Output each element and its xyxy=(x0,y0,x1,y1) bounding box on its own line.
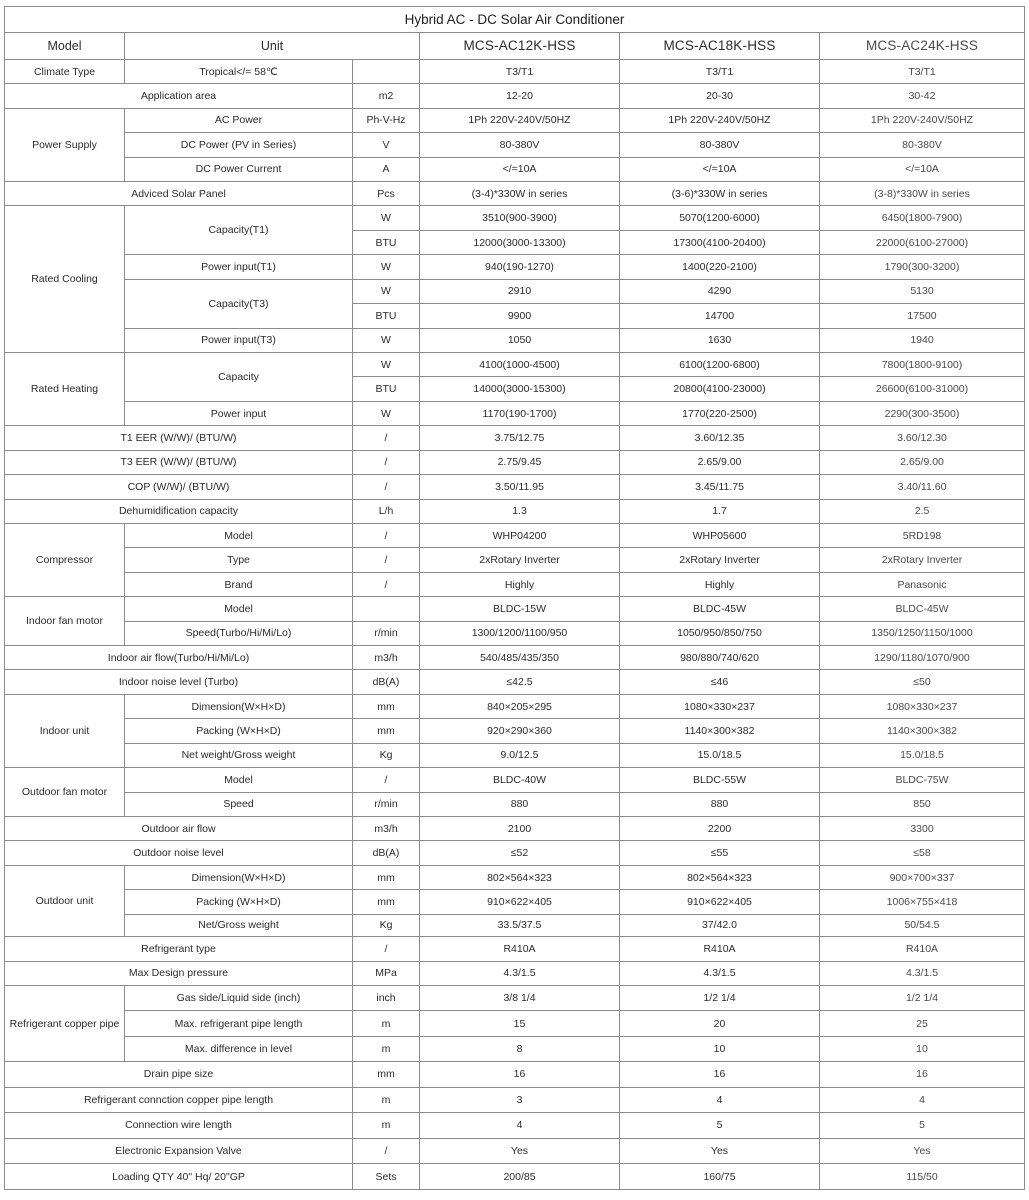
row-label: Dimension(W×H×D) xyxy=(125,694,353,718)
row-value: 2xRotary Inverter xyxy=(420,548,620,572)
row-value: 14000(3000-15300) xyxy=(420,377,620,401)
row-unit xyxy=(353,59,420,83)
row-value: 3510(900-3900) xyxy=(420,206,620,230)
table-row xyxy=(5,59,1025,83)
row-unit: m xyxy=(353,1011,420,1036)
row-value: Yes xyxy=(620,1138,820,1163)
row-value: </=10A xyxy=(620,157,820,181)
row-value: T3/T1 xyxy=(420,59,620,83)
row-value: 30-42 xyxy=(820,84,1025,108)
row-value: BLDC-40W xyxy=(420,768,620,792)
row-value: 802×564×323 xyxy=(620,865,820,889)
row-value: 80-380V xyxy=(820,133,1025,157)
table-row xyxy=(5,279,1025,303)
row-value: 6450(1800-7900) xyxy=(820,206,1025,230)
row-label: Indoor air flow(Turbo/Hi/Mi/Lo) xyxy=(5,646,353,670)
row-value: 115/50 xyxy=(820,1164,1025,1190)
row-unit: mm xyxy=(353,1062,420,1087)
row-label: Gas side/Liquid side (inch) xyxy=(125,985,353,1010)
row-value: 16 xyxy=(820,1062,1025,1087)
row-value: 5130 xyxy=(820,279,1025,303)
row-value: 200/85 xyxy=(420,1164,620,1190)
row-value: BLDC-55W xyxy=(620,768,820,792)
row-unit: / xyxy=(353,475,420,499)
row-label: Model xyxy=(125,597,353,621)
model-header: Model xyxy=(5,33,125,59)
row-value: 540/485/435/350 xyxy=(420,646,620,670)
row-category: Rated Heating xyxy=(5,353,125,426)
row-value: R410A xyxy=(620,937,820,961)
row-value: 4.3/1.5 xyxy=(620,961,820,985)
row-value: 1350/1250/1150/1000 xyxy=(820,621,1025,645)
table-row xyxy=(5,133,1025,157)
row-value: 2xRotary Inverter xyxy=(620,548,820,572)
row-unit: dB(A) xyxy=(353,670,420,694)
row-value: 9900 xyxy=(420,304,620,328)
table-row xyxy=(5,597,1025,621)
row-label: Refrigerant type xyxy=(5,937,353,961)
row-value: 5070(1200-6000) xyxy=(620,206,820,230)
row-label: DC Power Current xyxy=(125,157,353,181)
row-label: Power input(T1) xyxy=(125,255,353,279)
row-value: 10 xyxy=(820,1036,1025,1061)
row-value: 3.60/12.30 xyxy=(820,426,1025,450)
row-label: Type xyxy=(125,548,353,572)
row-value: 5 xyxy=(820,1113,1025,1138)
row-unit: W xyxy=(353,279,420,303)
row-value: WHP05600 xyxy=(620,523,820,547)
row-value: 2xRotary Inverter xyxy=(820,548,1025,572)
row-value: 1300/1200/1100/950 xyxy=(420,621,620,645)
row-value: 1790(300-3200) xyxy=(820,255,1025,279)
row-value: 12-20 xyxy=(420,84,620,108)
table-row xyxy=(5,961,1025,985)
row-value: 20 xyxy=(620,1011,820,1036)
table-row xyxy=(5,475,1025,499)
row-value: 1050 xyxy=(420,328,620,352)
table-row xyxy=(5,1164,1025,1190)
row-value: 980/880/740/620 xyxy=(620,646,820,670)
table-row xyxy=(5,719,1025,743)
spec-table xyxy=(4,6,1025,1190)
row-unit: W xyxy=(353,206,420,230)
row-value: 15 xyxy=(420,1011,620,1036)
header-row xyxy=(5,33,1025,59)
row-value: 5 xyxy=(620,1113,820,1138)
table-row xyxy=(5,865,1025,889)
row-label: Max Design pressure xyxy=(5,961,353,985)
row-value: 1940 xyxy=(820,328,1025,352)
row-value: 910×622×405 xyxy=(620,890,820,914)
row-value: BLDC-45W xyxy=(620,597,820,621)
row-value: 1140×300×382 xyxy=(620,719,820,743)
row-value: 1400(220-2100) xyxy=(620,255,820,279)
table-row xyxy=(5,937,1025,961)
row-value: WHP04200 xyxy=(420,523,620,547)
row-unit: dB(A) xyxy=(353,841,420,865)
row-unit: / xyxy=(353,768,420,792)
table-row xyxy=(5,548,1025,572)
row-value: 15.0/18.5 xyxy=(820,743,1025,767)
row-category: Power Supply xyxy=(5,108,125,181)
row-label: Model xyxy=(125,523,353,547)
row-label: Max. difference in level xyxy=(125,1036,353,1061)
row-value: 2910 xyxy=(420,279,620,303)
table-row xyxy=(5,841,1025,865)
row-value: 880 xyxy=(420,792,620,816)
row-value: 4 xyxy=(620,1087,820,1112)
table-row xyxy=(5,1062,1025,1087)
row-value: 17300(4100-20400) xyxy=(620,230,820,254)
table-row xyxy=(5,817,1025,841)
table-row xyxy=(5,84,1025,108)
row-unit: / xyxy=(353,426,420,450)
row-value: 3/8 1/4 xyxy=(420,985,620,1010)
row-value: </=10A xyxy=(820,157,1025,181)
row-value: 2.75/9.45 xyxy=(420,450,620,474)
table-row xyxy=(5,255,1025,279)
row-value: 8 xyxy=(420,1036,620,1061)
table-row xyxy=(5,206,1025,230)
table-title: Hybrid AC - DC Solar Air Conditioner xyxy=(5,7,1025,33)
row-value: 15.0/18.5 xyxy=(620,743,820,767)
row-unit: W xyxy=(353,255,420,279)
row-unit: W xyxy=(353,401,420,425)
row-value: 80-380V xyxy=(420,133,620,157)
row-label: Brand xyxy=(125,572,353,596)
row-value: 940(190-1270) xyxy=(420,255,620,279)
row-value: 1140×300×382 xyxy=(820,719,1025,743)
row-label: Speed xyxy=(125,792,353,816)
row-value: 1080×330×237 xyxy=(620,694,820,718)
row-value: 3.75/12.75 xyxy=(420,426,620,450)
row-unit: m xyxy=(353,1113,420,1138)
row-value: 1170(190-1700) xyxy=(420,401,620,425)
model-name: MCS-AC12K-HSS xyxy=(420,33,620,59)
row-label: Application area xyxy=(5,84,353,108)
row-value: 4 xyxy=(820,1087,1025,1112)
row-unit: m xyxy=(353,1036,420,1061)
row-value: 840×205×295 xyxy=(420,694,620,718)
row-unit: m2 xyxy=(353,84,420,108)
row-value: 20800(4100-23000) xyxy=(620,377,820,401)
row-label: Outdoor noise level xyxy=(5,841,353,865)
model-name: MCS-AC18K-HSS xyxy=(620,33,820,59)
row-value: 16 xyxy=(420,1062,620,1087)
row-value: 2.65/9.00 xyxy=(820,450,1025,474)
row-value: 4100(1000-4500) xyxy=(420,353,620,377)
row-unit: W xyxy=(353,328,420,352)
row-value: ≤42.5 xyxy=(420,670,620,694)
row-value: 12000(3000-13300) xyxy=(420,230,620,254)
row-value: 910×622×405 xyxy=(420,890,620,914)
table-row xyxy=(5,108,1025,132)
table-row xyxy=(5,890,1025,914)
row-unit: mm xyxy=(353,694,420,718)
row-value: R410A xyxy=(420,937,620,961)
row-unit: m3/h xyxy=(353,646,420,670)
row-label: T1 EER (W/W)/ (BTU/W) xyxy=(5,426,353,450)
row-value: 26600(6100-31000) xyxy=(820,377,1025,401)
row-value: 1.3 xyxy=(420,499,620,523)
row-value: 1770(220-2500) xyxy=(620,401,820,425)
row-value: 3.45/11.75 xyxy=(620,475,820,499)
row-value: (3-6)*330W in series xyxy=(620,182,820,206)
table-row xyxy=(5,670,1025,694)
row-label: Capacity(T1) xyxy=(125,206,353,255)
row-label: Capacity(T3) xyxy=(125,279,353,328)
row-value: R410A xyxy=(820,937,1025,961)
row-value: ≤46 xyxy=(620,670,820,694)
row-value: 1080×330×237 xyxy=(820,694,1025,718)
row-value: 3.40/11.60 xyxy=(820,475,1025,499)
row-value: 9.0/12.5 xyxy=(420,743,620,767)
row-value: 2.65/9.00 xyxy=(620,450,820,474)
row-unit: Kg xyxy=(353,743,420,767)
row-value: Highly xyxy=(420,572,620,596)
row-category: Climate Type xyxy=(5,59,125,83)
row-value: 10 xyxy=(620,1036,820,1061)
row-value: ≤58 xyxy=(820,841,1025,865)
row-value: (3-4)*330W in series xyxy=(420,182,620,206)
row-value: Highly xyxy=(620,572,820,596)
row-value: 1Ph 220V-240V/50HZ xyxy=(820,108,1025,132)
table-row xyxy=(5,646,1025,670)
row-value: 16 xyxy=(620,1062,820,1087)
row-value: 850 xyxy=(820,792,1025,816)
table-row xyxy=(5,1138,1025,1163)
row-unit: Kg xyxy=(353,914,420,936)
table-row xyxy=(5,985,1025,1010)
row-value: 4290 xyxy=(620,279,820,303)
table-row xyxy=(5,1011,1025,1036)
table-row xyxy=(5,401,1025,425)
row-label: Outdoor air flow xyxy=(5,817,353,841)
row-value: 37/42.0 xyxy=(620,914,820,936)
row-value: 1050/950/850/750 xyxy=(620,621,820,645)
row-label: T3 EER (W/W)/ (BTU/W) xyxy=(5,450,353,474)
row-value: 3 xyxy=(420,1087,620,1112)
row-unit: m xyxy=(353,1087,420,1112)
row-unit: Sets xyxy=(353,1164,420,1190)
row-value: 2290(300-3500) xyxy=(820,401,1025,425)
row-category: Indoor fan motor xyxy=(5,597,125,646)
row-value: BLDC-15W xyxy=(420,597,620,621)
row-unit: mm xyxy=(353,719,420,743)
row-value: 5RD198 xyxy=(820,523,1025,547)
row-value: 880 xyxy=(620,792,820,816)
row-category: Indoor unit xyxy=(5,694,125,767)
row-value: BLDC-75W xyxy=(820,768,1025,792)
row-label: Power input(T3) xyxy=(125,328,353,352)
model-name: MCS-AC24K-HSS xyxy=(820,33,1025,59)
table-row xyxy=(5,328,1025,352)
row-value: Yes xyxy=(420,1138,620,1163)
table-row xyxy=(5,353,1025,377)
table-row xyxy=(5,1087,1025,1112)
row-unit: / xyxy=(353,572,420,596)
row-label: Connection wire length xyxy=(5,1113,353,1138)
row-unit: BTU xyxy=(353,377,420,401)
row-label: Drain pipe size xyxy=(5,1062,353,1087)
row-label: Indoor noise level (Turbo) xyxy=(5,670,353,694)
row-unit: r/min xyxy=(353,792,420,816)
row-label: Dimension(W×H×D) xyxy=(125,865,353,889)
row-label: Net weight/Gross weight xyxy=(125,743,353,767)
row-value: 1290/1180/1070/900 xyxy=(820,646,1025,670)
row-unit: L/h xyxy=(353,499,420,523)
row-value: 14700 xyxy=(620,304,820,328)
row-value: 2200 xyxy=(620,817,820,841)
table-row xyxy=(5,768,1025,792)
row-category: Refrigerant copper pipe xyxy=(5,985,125,1061)
row-label: Packing (W×H×D) xyxy=(125,890,353,914)
row-category: Outdoor unit xyxy=(5,865,125,936)
row-unit: / xyxy=(353,548,420,572)
row-value: 1Ph 220V-240V/50HZ xyxy=(420,108,620,132)
row-value: </=10A xyxy=(420,157,620,181)
row-label: Adviced Solar Panel xyxy=(5,182,353,206)
row-label: Loading QTY 40" Hq/ 20"GP xyxy=(5,1164,353,1190)
row-unit: / xyxy=(353,1138,420,1163)
row-label: Model xyxy=(125,768,353,792)
row-value: 4.3/1.5 xyxy=(820,961,1025,985)
row-value: Panasonic xyxy=(820,572,1025,596)
row-label: AC Power xyxy=(125,108,353,132)
row-value: ≤52 xyxy=(420,841,620,865)
row-value: 2100 xyxy=(420,817,620,841)
row-value: 920×290×360 xyxy=(420,719,620,743)
table-row xyxy=(5,157,1025,181)
table-row xyxy=(5,1113,1025,1138)
table-row xyxy=(5,450,1025,474)
row-label: DC Power (PV in Series) xyxy=(125,133,353,157)
row-value: 80-380V xyxy=(620,133,820,157)
table-row xyxy=(5,572,1025,596)
row-value: 33.5/37.5 xyxy=(420,914,620,936)
row-value: 802×564×323 xyxy=(420,865,620,889)
row-value: 22000(6100-27000) xyxy=(820,230,1025,254)
row-unit: Ph-V-Hz xyxy=(353,108,420,132)
row-value: BLDC-45W xyxy=(820,597,1025,621)
row-value: T3/T1 xyxy=(820,59,1025,83)
row-value: 1630 xyxy=(620,328,820,352)
row-unit: BTU xyxy=(353,230,420,254)
row-category: Compressor xyxy=(5,523,125,596)
row-value: 3300 xyxy=(820,817,1025,841)
row-value: 3.60/12.35 xyxy=(620,426,820,450)
row-value: 1.7 xyxy=(620,499,820,523)
row-unit: / xyxy=(353,523,420,547)
table-row xyxy=(5,1036,1025,1061)
row-value: 2.5 xyxy=(820,499,1025,523)
row-value: 3.50/11.95 xyxy=(420,475,620,499)
table-row xyxy=(5,914,1025,936)
row-unit: m3/h xyxy=(353,817,420,841)
row-value: 25 xyxy=(820,1011,1025,1036)
table-row xyxy=(5,743,1025,767)
row-unit: MPa xyxy=(353,961,420,985)
row-value: 4.3/1.5 xyxy=(420,961,620,985)
row-value: ≤50 xyxy=(820,670,1025,694)
row-unit: / xyxy=(353,450,420,474)
row-value: 1Ph 220V-240V/50HZ xyxy=(620,108,820,132)
row-label: Tropical</= 58℃ xyxy=(125,59,353,83)
row-label: Capacity xyxy=(125,353,353,402)
table-row xyxy=(5,182,1025,206)
row-label: Refrigerant connction copper pipe length xyxy=(5,1087,353,1112)
row-unit: A xyxy=(353,157,420,181)
row-value: 1/2 1/4 xyxy=(620,985,820,1010)
row-unit: V xyxy=(353,133,420,157)
table-row xyxy=(5,499,1025,523)
row-unit: W xyxy=(353,353,420,377)
row-value: (3-8)*330W in series xyxy=(820,182,1025,206)
row-label: Max. refrigerant pipe length xyxy=(125,1011,353,1036)
row-value: 20-30 xyxy=(620,84,820,108)
row-value: 1/2 1/4 xyxy=(820,985,1025,1010)
row-value: 160/75 xyxy=(620,1164,820,1190)
unit-header: Unit xyxy=(125,33,420,59)
row-unit: inch xyxy=(353,985,420,1010)
row-value: 900×700×337 xyxy=(820,865,1025,889)
row-unit: mm xyxy=(353,890,420,914)
table-row xyxy=(5,621,1025,645)
row-value: Yes xyxy=(820,1138,1025,1163)
row-label: Speed(Turbo/Hi/Mi/Lo) xyxy=(125,621,353,645)
row-unit xyxy=(353,597,420,621)
row-unit: mm xyxy=(353,865,420,889)
title-row xyxy=(5,7,1025,33)
row-value: 7800(1800-9100) xyxy=(820,353,1025,377)
row-category: Rated Cooling xyxy=(5,206,125,353)
table-row xyxy=(5,523,1025,547)
row-label: Dehumidification capacity xyxy=(5,499,353,523)
row-unit: BTU xyxy=(353,304,420,328)
table-row xyxy=(5,792,1025,816)
row-value: T3/T1 xyxy=(620,59,820,83)
row-value: 1006×755×418 xyxy=(820,890,1025,914)
row-unit: / xyxy=(353,937,420,961)
row-value: 6100(1200-6800) xyxy=(620,353,820,377)
row-label: Power input xyxy=(125,401,353,425)
row-unit: r/min xyxy=(353,621,420,645)
row-label: Electronic Expansion Valve xyxy=(5,1138,353,1163)
row-label: Net/Gross weight xyxy=(125,914,353,936)
row-unit: Pcs xyxy=(353,182,420,206)
row-value: 50/54.5 xyxy=(820,914,1025,936)
row-label: COP (W/W)/ (BTU/W) xyxy=(5,475,353,499)
table-row xyxy=(5,426,1025,450)
row-label: Packing (W×H×D) xyxy=(125,719,353,743)
row-value: ≤55 xyxy=(620,841,820,865)
table-row xyxy=(5,694,1025,718)
row-value: 17500 xyxy=(820,304,1025,328)
row-category: Outdoor fan motor xyxy=(5,768,125,817)
row-value: 4 xyxy=(420,1113,620,1138)
